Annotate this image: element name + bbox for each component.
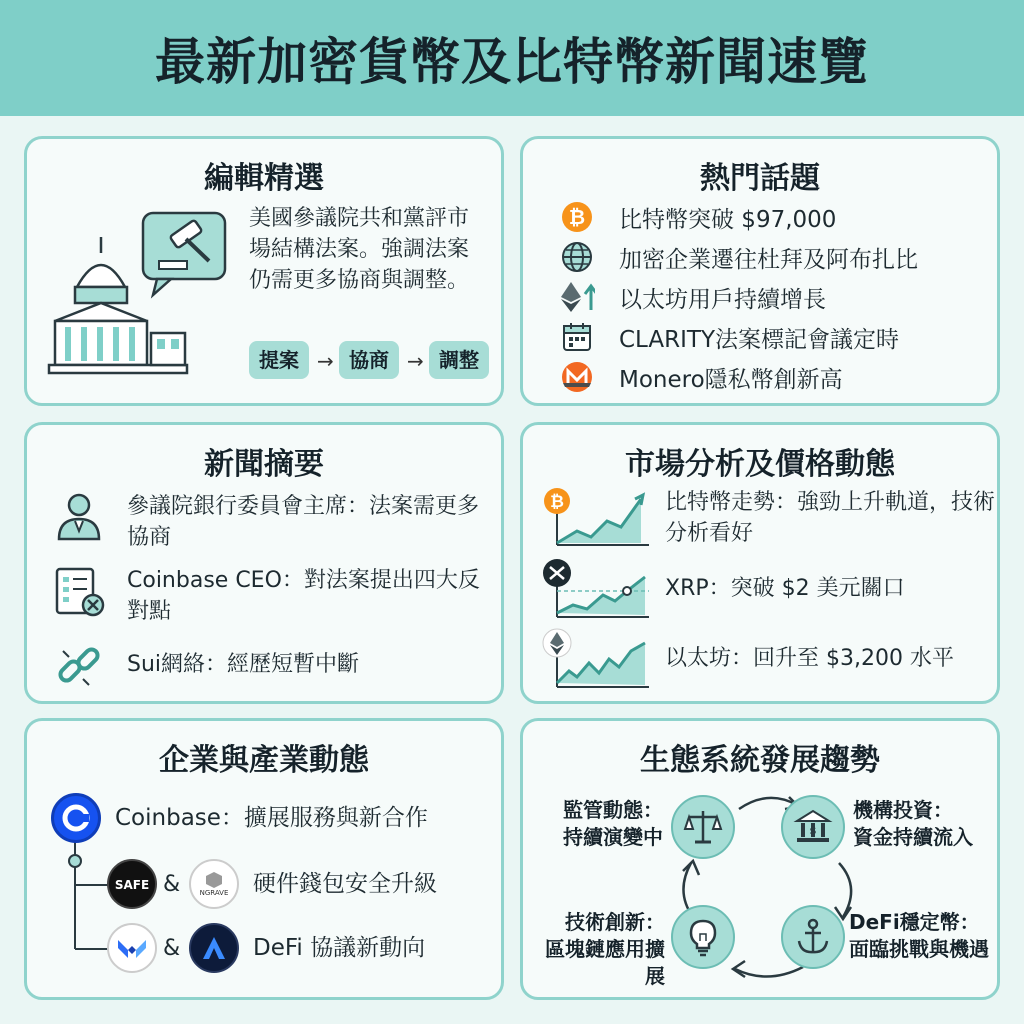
topic-label: 以太坊用戶持續增長 [619,286,826,313]
safepal-logo-icon [107,859,157,909]
market-label: XRP：突破 $2 美元關口 [665,576,905,601]
calendar-icon [559,319,595,355]
institution-label-2: 資金持續流入 [853,825,973,849]
xrp-chart-icon [541,557,651,621]
industry-panel [24,718,504,1000]
market-item [541,627,954,695]
stablecoin-label [849,909,994,963]
tree-connector [63,837,113,957]
market-panel [520,422,1000,704]
market-item [541,557,905,625]
tech-label-2: 區塊鏈應用擴展 [545,937,665,988]
topic-item [559,279,826,315]
ethereum-chart-icon [541,627,651,691]
svg-text:SAFE: SAFE [114,878,150,892]
editor-pick-text: 美國參議院共和黨評市場結構法案。強調法案仍需更多協商與調整。 [249,206,470,293]
hot-topics-title: 熱門話題 [700,161,820,196]
bitcoin-chart-icon [541,485,651,549]
ngrave-label: NGRAVE [199,889,229,897]
anchor-icon [781,905,845,969]
editor-pick-panel [24,136,504,406]
svg-text:₿: ₿ [568,205,586,229]
svg-text:₿: ₿ [550,492,564,512]
market-label: 比特幣走勢：強勁上升軌道，技術分析看好 [665,490,996,546]
step-chip-proposal: 提案 [249,341,309,379]
svg-text:$: $ [809,826,817,837]
coinbase-text: Coinbase：擴展服務與新合作 [115,805,428,831]
ecosystem-panel [520,718,1000,1000]
step-chip-adjustment: 調整 [429,341,489,379]
page-title: 最新加密貨幣及比特幣新聞速覽 [155,33,869,91]
hot-topics-panel [520,136,1000,406]
ecosystem-title: 生態系統發展趨勢 [640,743,880,778]
news-item [53,565,480,624]
tech-label [527,909,665,990]
market-label: 以太坊：回升至 $3,200 水平 [665,646,954,671]
scale-icon [671,795,735,859]
topic-item [559,319,899,355]
globe-icon [559,239,595,275]
ngrave-logo-icon [189,859,239,909]
capitol-gavel-icon [47,209,237,379]
broken-link-icon [53,639,105,691]
regulation-label [547,797,663,851]
topic-item [559,239,918,275]
news-summary-title: 新聞摘要 [204,447,324,482]
topic-label: CLARITY法案標記會議定時 [619,326,899,353]
news-label: Sui網絡：經歷短暫中斷 [127,652,360,677]
bank-icon [781,795,845,859]
ampersand: & [163,936,181,961]
news-item [53,639,360,691]
institution-label [853,797,973,851]
stablecoin-label-2: 面臨挑戰與機遇 [849,937,989,961]
monero-icon [559,359,595,395]
defi-text: DeFi 協議新動向 [253,935,426,961]
bitcoin-icon [559,199,595,235]
topic-item [559,359,843,395]
topic-label: 加密企業遷往杜拜及阿布扎比 [619,246,918,273]
institution-label-1: 機構投資： [853,798,953,822]
regulation-label-2: 持續演變中 [563,825,663,849]
topic-label: Monero隱私幣創新高 [619,366,843,393]
topic-item [559,199,836,235]
news-item [53,491,480,550]
lightbulb-icon [671,905,735,969]
stablecoin-label-1: DeFi穩定幣： [849,910,980,934]
step-chip-negotiation: 協商 [339,341,399,379]
market-title: 市場分析及價格動態 [625,447,895,482]
document-x-icon [53,565,105,617]
coinbase-logo-icon [51,793,101,843]
regulation-label-1: 監管動態： [563,798,663,822]
industry-title: 企業與產業動態 [159,743,369,778]
news-summary-panel [24,422,504,704]
step-arrow: → [317,349,334,373]
news-label: 參議院銀行委員會主席：法案需更多協商 [127,494,480,550]
editor-pick-title: 編輯精選 [204,161,324,196]
header-bar [0,0,1024,116]
aave-logo-icon [189,923,239,973]
ampersand: & [163,872,181,897]
step-arrow: → [407,349,424,373]
wallet-text: 硬件錢包安全升級 [253,871,437,897]
market-item [541,485,996,553]
topic-label: 比特幣突破 $97,000 [619,206,837,233]
morpho-logo-icon [107,923,157,973]
news-label: Coinbase CEO：對法案提出四大反對點 [127,568,480,624]
person-icon [53,491,105,543]
ethereum-up-icon [559,279,595,315]
tech-label-1: 技術創新： [565,910,665,934]
